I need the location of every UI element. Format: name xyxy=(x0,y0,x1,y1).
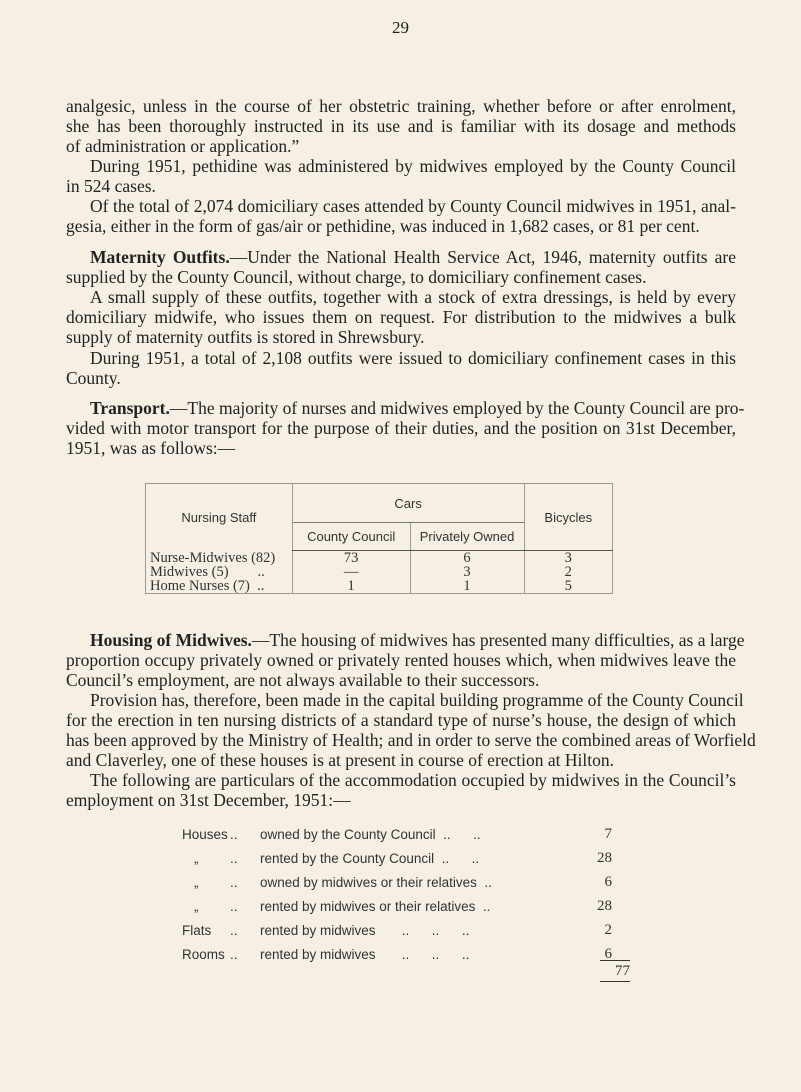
header-county-council: County Council xyxy=(292,523,410,551)
line xyxy=(66,630,745,650)
leader: .. xyxy=(230,874,238,890)
header-privately-owned: Privately Owned xyxy=(410,523,524,551)
header-nursing-staff: Nursing Staff xyxy=(146,484,293,551)
type: Rooms xyxy=(182,946,225,962)
page-number: 29 xyxy=(392,18,409,37)
line: and Claverley, one of these houses is at present in course of erection at Hilton. xyxy=(66,750,615,770)
line: for the erection in ten nursing districts of a standard type of nurse’s house, the design of which xyxy=(66,710,736,730)
cell-staff: Midwives (5) .. xyxy=(150,563,265,580)
line xyxy=(66,398,745,418)
cell-privately-owned: 1 xyxy=(463,578,471,594)
table-body xyxy=(146,551,613,594)
line: she has been thoroughly instructed in its use and is familiar with its dosage and methods xyxy=(66,116,736,136)
list-item xyxy=(182,846,612,870)
line xyxy=(66,247,736,267)
description: owned by the County Council .. .. xyxy=(260,826,481,842)
list-item xyxy=(182,870,612,894)
para-provision xyxy=(66,690,756,770)
type: Flats xyxy=(182,922,212,938)
line: supplied by the County Council, without charge, to domiciliary confinement cases. xyxy=(66,267,647,287)
line: The following are particulars of the accommodation occupied by midwives in the Council’s xyxy=(90,770,736,790)
line: Of the total of 2,074 domiciliary cases attended by County Council midwives in 1951, anal- xyxy=(90,196,736,216)
cell-privately-owned: 6 xyxy=(463,550,471,566)
cell-staff: Home Nurses (7) .. xyxy=(150,577,265,594)
header-bicycles: Bicycles xyxy=(524,484,612,551)
para-outfits-issued xyxy=(66,348,736,388)
count: 2 xyxy=(604,921,612,938)
count: 28 xyxy=(597,849,612,866)
cell-privately-owned: 3 xyxy=(463,564,471,580)
cell-county-council: 73 xyxy=(343,550,359,566)
line: gesia, either in the form of gas/air or pethidine, was induced in 1,682 cases, or 81 per cent. xyxy=(66,216,700,236)
line: supply of maternity outfits is stored in Shrewsbury. xyxy=(66,327,425,347)
cell-bicycles: 5 xyxy=(564,578,572,594)
count: 7 xyxy=(604,825,612,842)
type: Houses xyxy=(182,826,228,842)
line: analgesic, unless in the course of her obstetric training, whether before or after enrolment, xyxy=(66,96,736,116)
para-transport xyxy=(66,398,745,458)
line: Provision has, therefore, been made in the capital building programme of the County Council xyxy=(90,690,744,710)
description: rented by midwives .. .. .. xyxy=(260,922,470,938)
para-housing xyxy=(66,630,745,690)
leader: .. xyxy=(230,946,238,962)
section-heading: Transport. xyxy=(90,398,170,418)
section-heading: Housing of Midwives. xyxy=(90,630,252,650)
type: „ xyxy=(194,898,199,914)
leader: .. xyxy=(230,898,238,914)
cell-bicycles: 3 xyxy=(564,550,572,566)
line: 1951, was as follows:— xyxy=(66,438,236,458)
list-item xyxy=(182,822,612,846)
line: A small supply of these outfits, together with a stock of extra dressings, is held by every xyxy=(90,287,736,307)
count: 6 xyxy=(604,873,612,890)
type: „ xyxy=(194,850,199,866)
line-text: —The housing of midwives has presented many difficulties, as a large xyxy=(251,630,745,650)
description: rented by midwives .. .. .. xyxy=(260,946,470,962)
para-analgesia-total xyxy=(66,196,736,236)
line: has been approved by the Ministry of Health; and in order to serve the combined areas of Worfield xyxy=(66,730,756,750)
section-heading: Maternity Outfits. xyxy=(90,247,230,267)
line: During 1951, pethidine was administered by midwives employed by the County Council xyxy=(90,156,736,176)
line: proportion occupy privately owned or privately rented houses which, when midwives leave the xyxy=(66,650,736,670)
line: of administration or application.” xyxy=(66,136,300,156)
leader: .. xyxy=(230,826,238,842)
description: rented by midwives or their relatives .. xyxy=(260,898,491,914)
accommodation-list xyxy=(182,822,612,966)
header-cars: Cars xyxy=(292,484,524,523)
type: „ xyxy=(194,874,199,890)
list-item xyxy=(182,942,612,966)
line: vided with motor transport for the purpose of their duties, and the position on 31st December, xyxy=(66,418,736,438)
line: County. xyxy=(66,368,121,388)
para-analgesic xyxy=(66,96,736,156)
para-small-supply xyxy=(66,287,736,347)
list-item xyxy=(182,918,612,942)
para-maternity-outfits xyxy=(66,247,736,287)
line: domiciliary midwife, who issues them on request. For distribution to the midwives a bulk xyxy=(66,307,736,327)
line-text: —Under the National Health Service Act, 1946, maternity outfits are xyxy=(229,247,736,267)
cell-bicycles: 2 xyxy=(564,564,572,580)
description: rented by the County Council .. .. xyxy=(260,850,480,866)
line: in 524 cases. xyxy=(66,176,156,196)
line: During 1951, a total of 2,108 outfits were issued to domiciliary confinement cases in this xyxy=(90,348,736,368)
cell-staff: Nurse-Midwives (82) xyxy=(150,549,276,566)
para-following xyxy=(66,770,736,810)
para-pethidine xyxy=(66,156,736,196)
cell-county-council: — xyxy=(343,564,359,580)
list-item xyxy=(182,894,612,918)
count: 28 xyxy=(597,897,612,914)
description: owned by midwives or their relatives .. xyxy=(260,874,492,890)
transport-table xyxy=(145,483,613,594)
cell-county-council: 1 xyxy=(347,578,355,594)
line-text: —The majority of nurses and midwives employed by the County Council are pro- xyxy=(169,398,745,418)
accommodation-total: 77 xyxy=(600,960,630,982)
leader: .. xyxy=(230,922,238,938)
leader: .. xyxy=(230,850,238,866)
line: Council’s employment, are not always available to their successors. xyxy=(66,670,540,690)
line: employment on 31st December, 1951:— xyxy=(66,790,351,810)
count: 6 xyxy=(604,945,612,962)
